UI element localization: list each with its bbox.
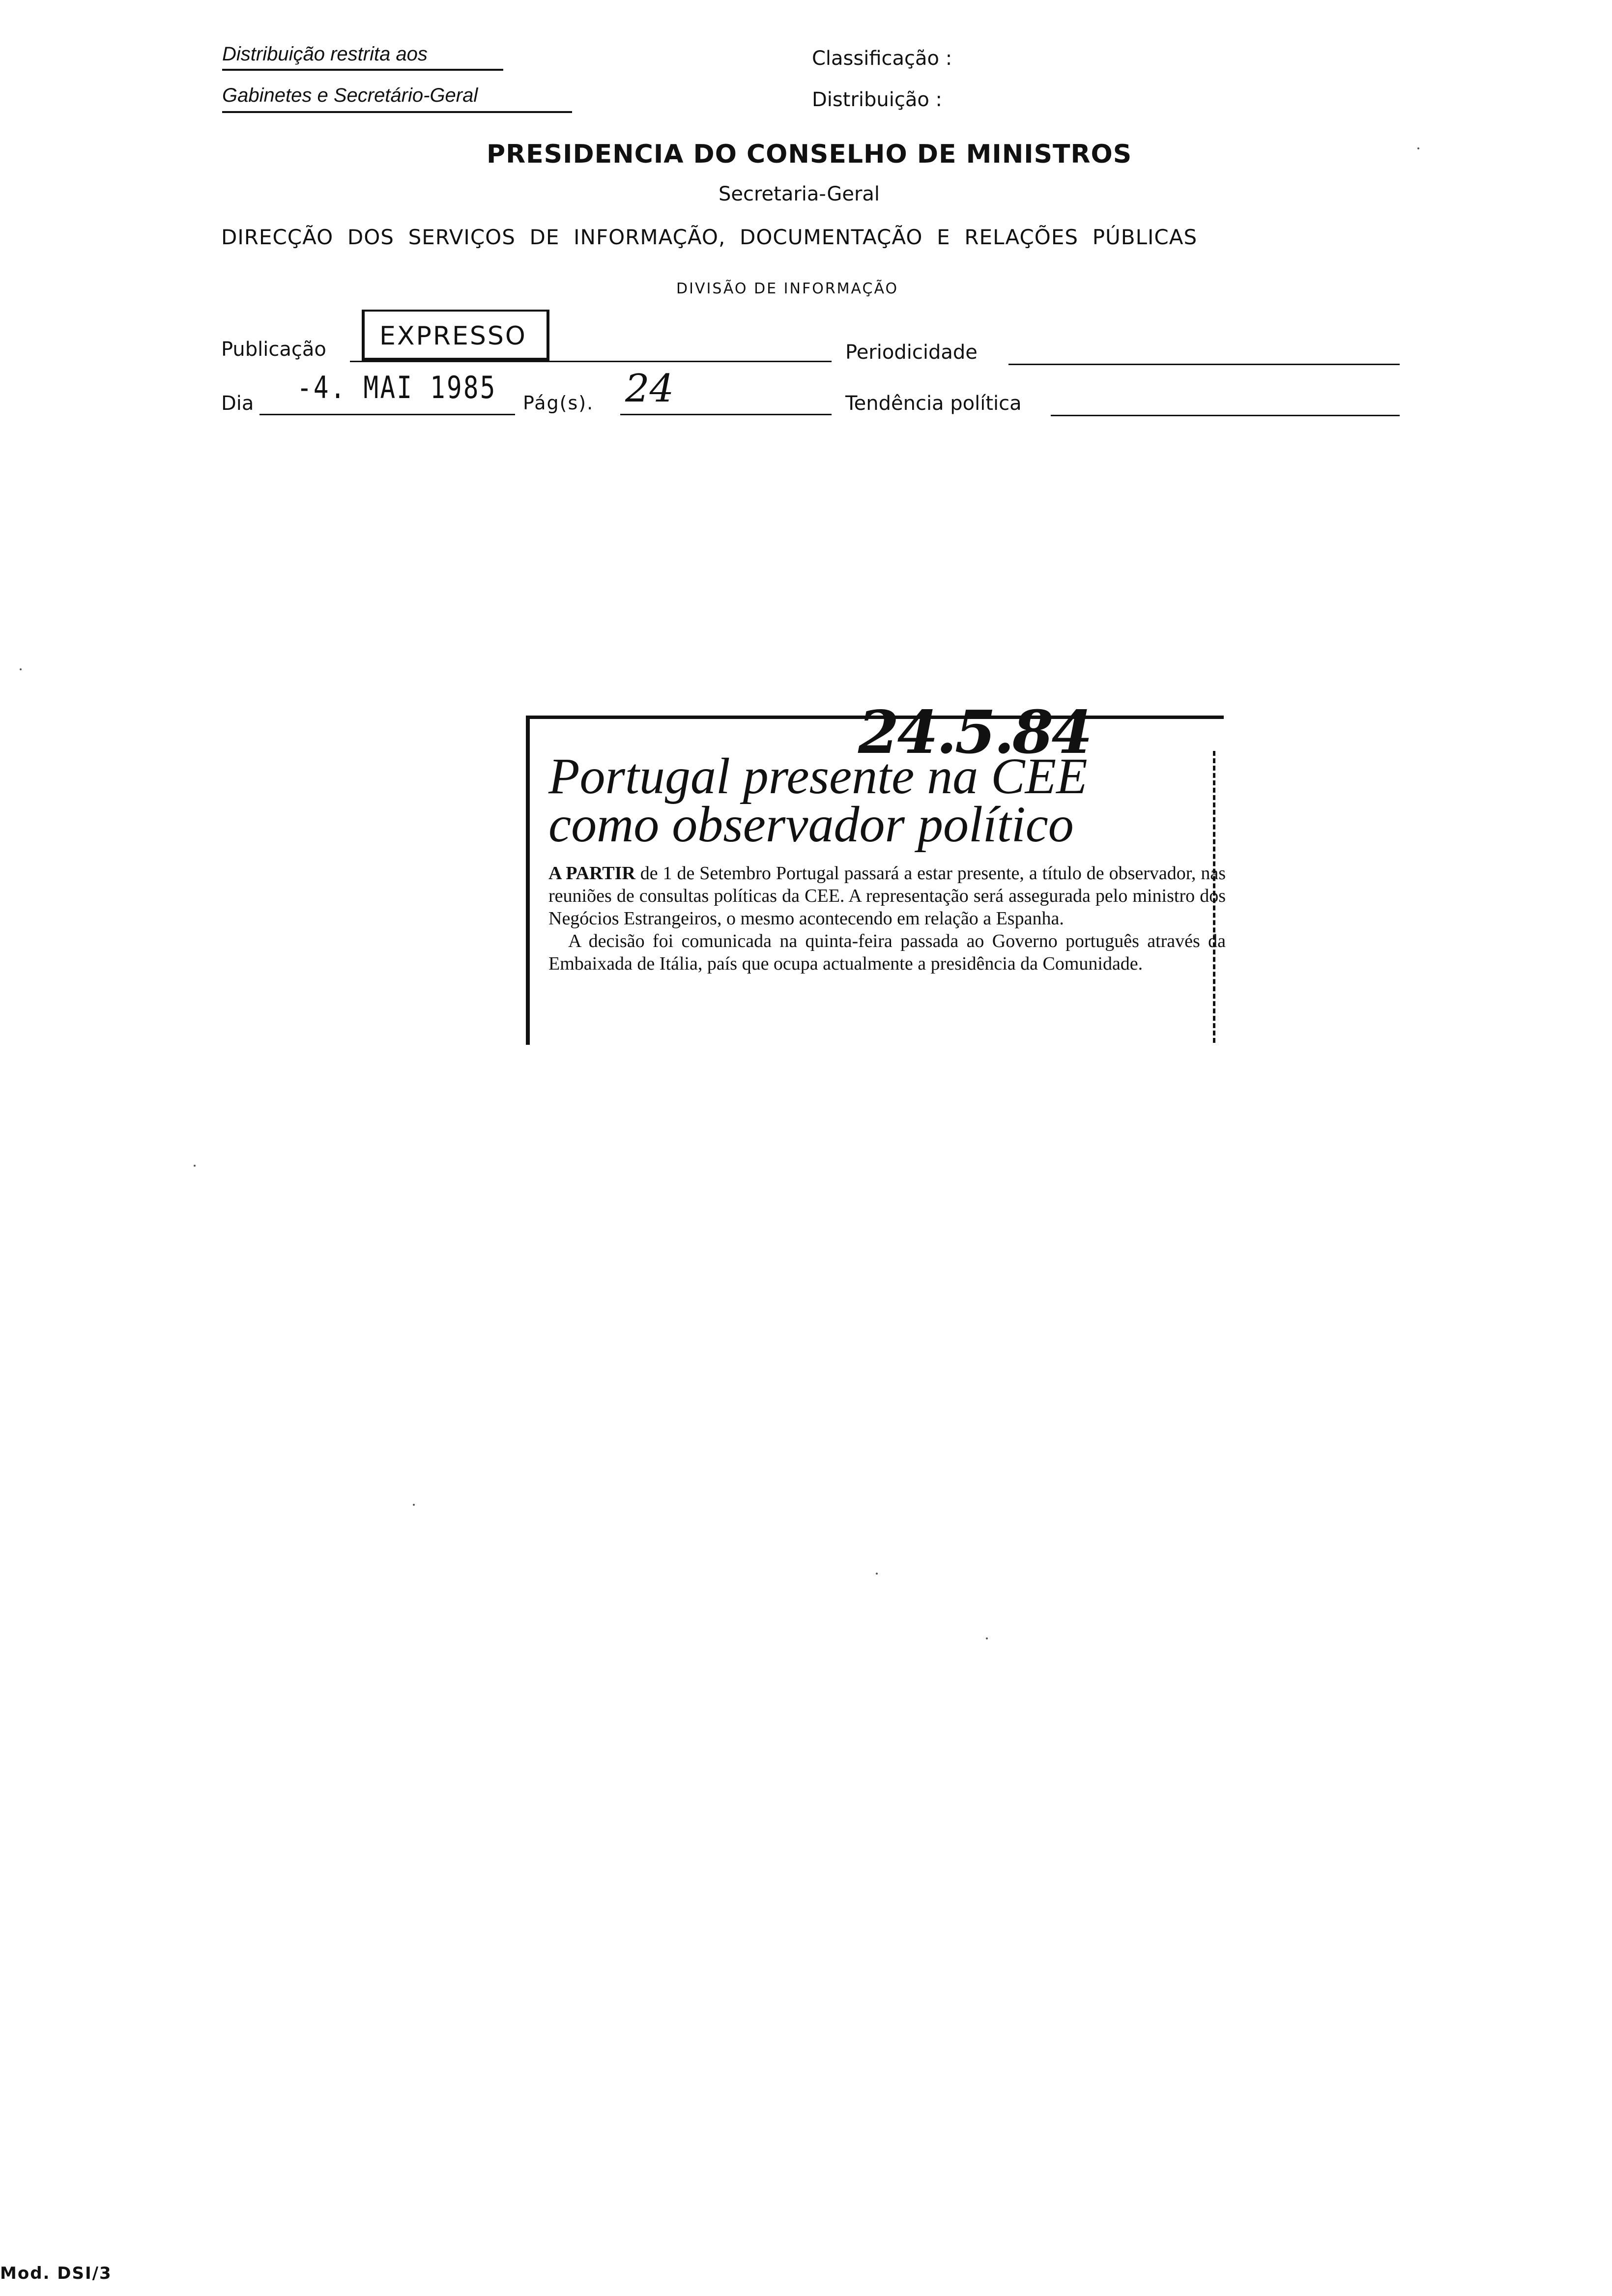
clipping-headline-line1: Portugal presente na CEE — [548, 748, 1088, 804]
clipping-left-edge — [526, 716, 530, 1045]
scan-speck — [413, 1504, 415, 1506]
scan-speck — [876, 1573, 878, 1575]
newspaper-clipping — [519, 698, 1226, 1045]
dia-label: Dia — [221, 392, 254, 415]
dia-value: -4. MAI 1985 — [297, 370, 497, 405]
publicacao-stamp — [362, 310, 549, 361]
clipping-paragraph-1 — [548, 862, 1226, 930]
distribution-note-rule-1 — [222, 69, 503, 71]
model-code: Mod. DSI/3 — [0, 2264, 112, 2283]
tendencia-field-line — [1051, 415, 1400, 416]
scan-speck — [194, 1165, 196, 1167]
pags-label: Pág(s). — [523, 392, 594, 414]
scan-speck — [20, 668, 22, 670]
clipping-lead-in: A PARTIR — [548, 863, 635, 884]
dia-field-line — [259, 414, 515, 415]
division-label: DIVISÃO DE INFORMAÇÃO — [676, 280, 899, 297]
publicacao-label: Publicação — [221, 338, 326, 361]
periodicidade-label: Periodicidade — [845, 341, 978, 364]
distribution-note-rule-2 — [222, 111, 572, 113]
clipping-paragraph-1-text: de 1 de Setembro Portugal passará a estar presente, a título de observador, nas reuniões de consultas políticas da CEE. A representação será assegurada pelo ministro dos Negócios Estrangeiros, o mesmo acontecendo em relação a Espanha. — [548, 863, 1226, 929]
pags-field-line — [620, 414, 832, 415]
scan-speck — [1417, 147, 1419, 149]
distribution-note-line2: Gabinetes e Secretário-Geral — [222, 85, 478, 106]
directorate-line: DIRECÇÃO DOS SERVIÇOS DE INFORMAÇÃO, DOCUMENTAÇÃO E RELAÇÕES PÚBLICAS — [221, 225, 1198, 249]
publicacao-field-line — [350, 361, 832, 362]
periodicidade-field-line — [1008, 364, 1400, 365]
distribuicao-label: Distribuição : — [812, 88, 943, 111]
distribution-note-line1: Distribuição restrita aos — [222, 43, 428, 65]
clipping-headline-line2: como observador político — [548, 796, 1074, 853]
ministry-title: PRESIDENCIA DO CONSELHO DE MINISTROS — [487, 140, 1132, 169]
classificacao-label: Classificação : — [812, 47, 952, 70]
clipping-body — [548, 862, 1226, 975]
publicacao-value: EXPRESSO — [379, 321, 527, 351]
handwritten-date-note: 24.5.84 — [858, 698, 1091, 767]
secretariat-subtitle: Secretaria-Geral — [719, 183, 880, 205]
clipping-paragraph-2: A decisão foi comunicada na quinta-feira passada ao Governo português através da Embaixada de Itália, país que ocupa actualmente a presidência da Comunidade. — [548, 931, 1226, 974]
scan-speck — [986, 1637, 988, 1639]
pags-value: 24 — [625, 367, 674, 411]
tendencia-label: Tendência política — [845, 392, 1022, 415]
